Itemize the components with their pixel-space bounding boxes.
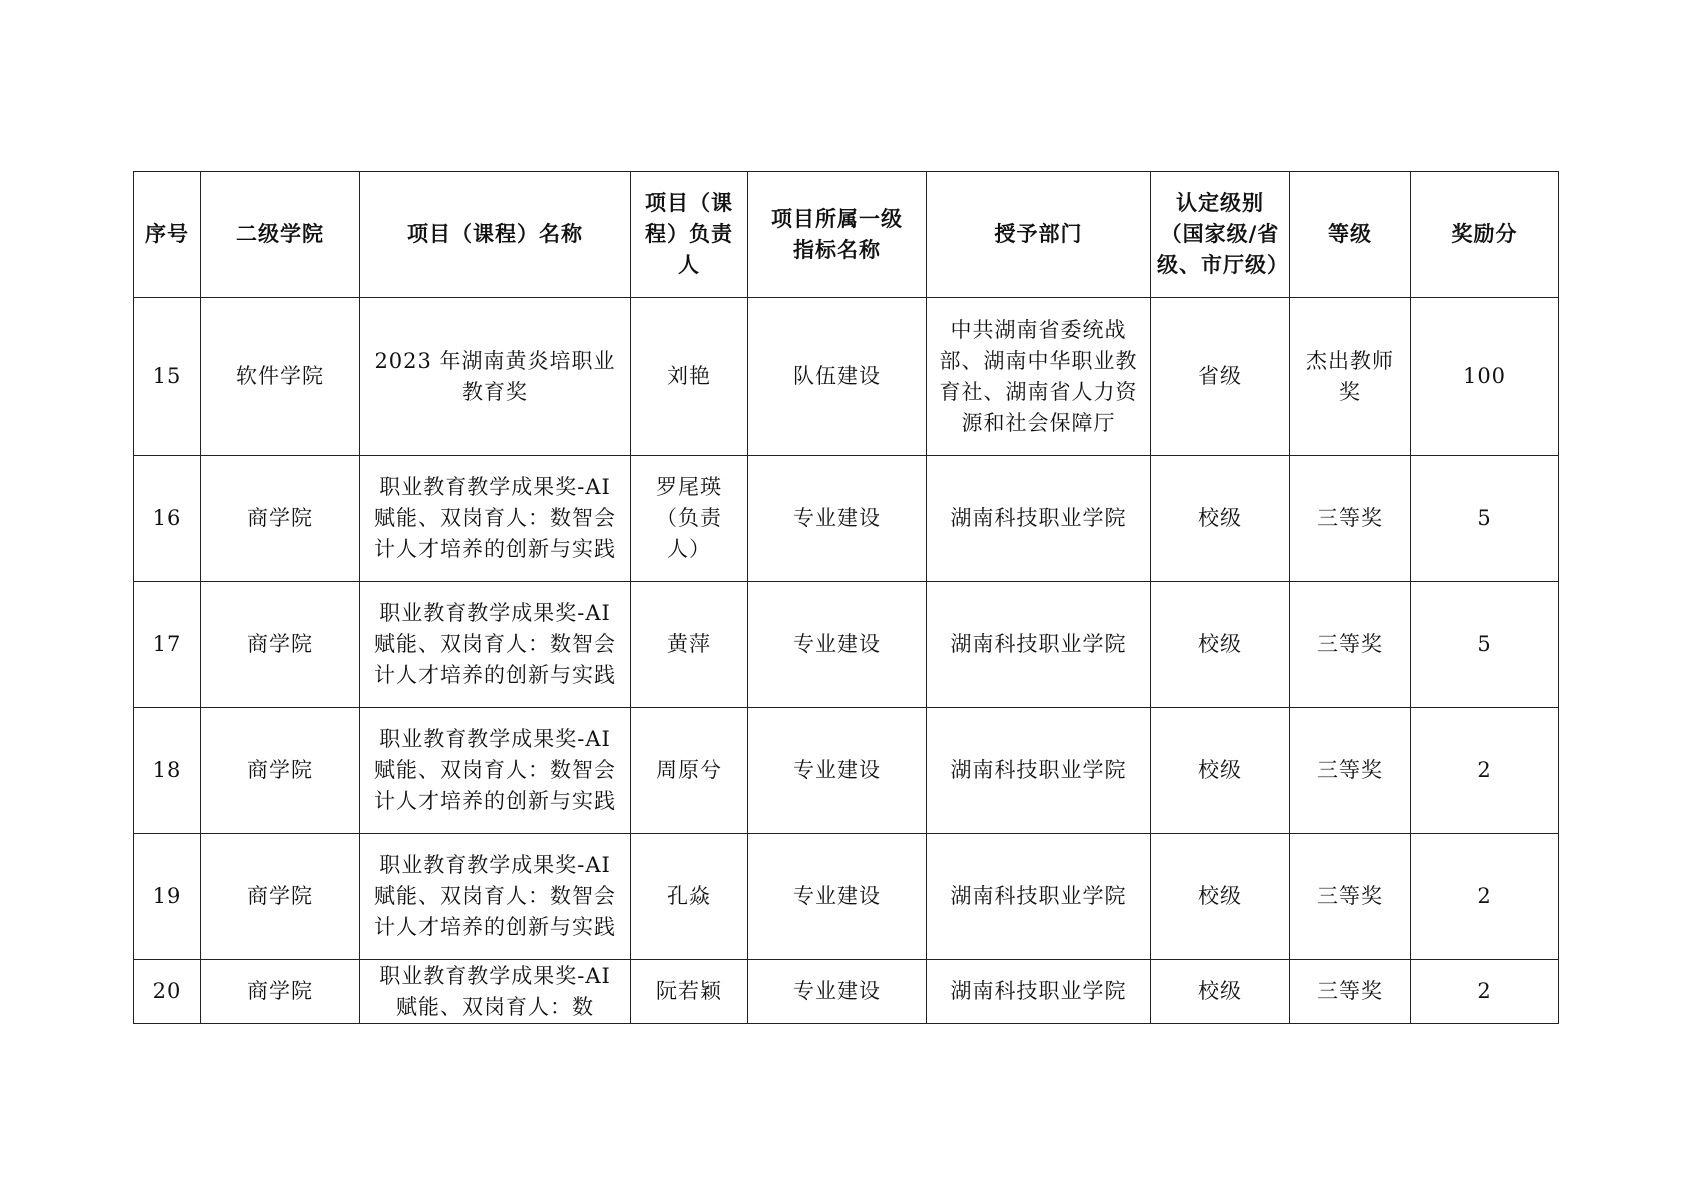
cell-seq: 19 [134, 834, 201, 960]
cell-indicator: 专业建设 [748, 582, 927, 708]
header-leader: 项目（课程）负责人 [631, 172, 748, 298]
cell-leader: 孔焱 [631, 834, 748, 960]
cell-seq: 20 [134, 960, 201, 1024]
cell-grade: 杰出教师奖 [1290, 298, 1411, 456]
cell-project: 职业教育教学成果奖-AI 赋能、双岗育人：数智会计人才培养的创新与实践 [360, 708, 631, 834]
header-level: 认定级别（国家级/省级、市厅级） [1151, 172, 1290, 298]
cell-leader: 罗尾瑛（负责人） [631, 456, 748, 582]
cell-level: 校级 [1151, 834, 1290, 960]
cell-department: 湖南科技职业学院 [927, 834, 1151, 960]
table-row [134, 456, 1559, 582]
award-table [133, 171, 1559, 1024]
cell-project: 职业教育教学成果奖-AI 赋能、双岗育人：数 [360, 960, 631, 1024]
cell-seq: 16 [134, 456, 201, 582]
header-department: 授予部门 [927, 172, 1151, 298]
header-points: 奖励分 [1411, 172, 1559, 298]
cell-points: 5 [1411, 582, 1559, 708]
cell-points: 100 [1411, 298, 1559, 456]
cell-points: 2 [1411, 708, 1559, 834]
header-project: 项目（课程）名称 [360, 172, 631, 298]
cell-project: 职业教育教学成果奖-AI 赋能、双岗育人：数智会计人才培养的创新与实践 [360, 456, 631, 582]
cell-department: 中共湖南省委统战部、湖南中华职业教育社、湖南省人力资源和社会保障厅 [927, 298, 1151, 456]
table-row [134, 298, 1559, 456]
cell-level: 省级 [1151, 298, 1290, 456]
cell-level: 校级 [1151, 582, 1290, 708]
cell-grade: 三等奖 [1290, 456, 1411, 582]
cell-college: 商学院 [201, 708, 360, 834]
cell-leader: 阮若颖 [631, 960, 748, 1024]
cell-level: 校级 [1151, 708, 1290, 834]
cell-indicator: 专业建设 [748, 708, 927, 834]
header-seq: 序号 [134, 172, 201, 298]
cell-indicator: 专业建设 [748, 834, 927, 960]
cell-seq: 17 [134, 582, 201, 708]
cell-seq: 18 [134, 708, 201, 834]
cell-points: 5 [1411, 456, 1559, 582]
cell-seq: 15 [134, 298, 201, 456]
cell-department: 湖南科技职业学院 [927, 960, 1151, 1024]
cell-department: 湖南科技职业学院 [927, 708, 1151, 834]
cell-department: 湖南科技职业学院 [927, 582, 1151, 708]
cell-grade: 三等奖 [1290, 582, 1411, 708]
table-row [134, 708, 1559, 834]
cell-level: 校级 [1151, 456, 1290, 582]
cell-leader: 周原兮 [631, 708, 748, 834]
header-college: 二级学院 [201, 172, 360, 298]
cell-grade: 三等奖 [1290, 960, 1411, 1024]
cell-college: 商学院 [201, 834, 360, 960]
table-header-row [134, 172, 1559, 298]
cell-grade: 三等奖 [1290, 834, 1411, 960]
cell-leader: 黄萍 [631, 582, 748, 708]
cell-college: 软件学院 [201, 298, 360, 456]
cell-points: 2 [1411, 960, 1559, 1024]
cell-project: 职业教育教学成果奖-AI 赋能、双岗育人：数智会计人才培养的创新与实践 [360, 582, 631, 708]
cell-points: 2 [1411, 834, 1559, 960]
header-grade: 等级 [1290, 172, 1411, 298]
cell-college: 商学院 [201, 960, 360, 1024]
cell-leader: 刘艳 [631, 298, 748, 456]
cell-grade: 三等奖 [1290, 708, 1411, 834]
cell-project: 2023 年湖南黄炎培职业教育奖 [360, 298, 631, 456]
cell-indicator: 队伍建设 [748, 298, 927, 456]
header-indicator: 项目所属一级指标名称 [748, 172, 927, 298]
table-row [134, 834, 1559, 960]
cell-project: 职业教育教学成果奖-AI 赋能、双岗育人：数智会计人才培养的创新与实践 [360, 834, 631, 960]
cell-department: 湖南科技职业学院 [927, 456, 1151, 582]
cell-college: 商学院 [201, 456, 360, 582]
table-row [134, 582, 1559, 708]
cell-college: 商学院 [201, 582, 360, 708]
cell-indicator: 专业建设 [748, 960, 927, 1024]
cell-indicator: 专业建设 [748, 456, 927, 582]
cell-level: 校级 [1151, 960, 1290, 1024]
table-row [134, 960, 1559, 1024]
